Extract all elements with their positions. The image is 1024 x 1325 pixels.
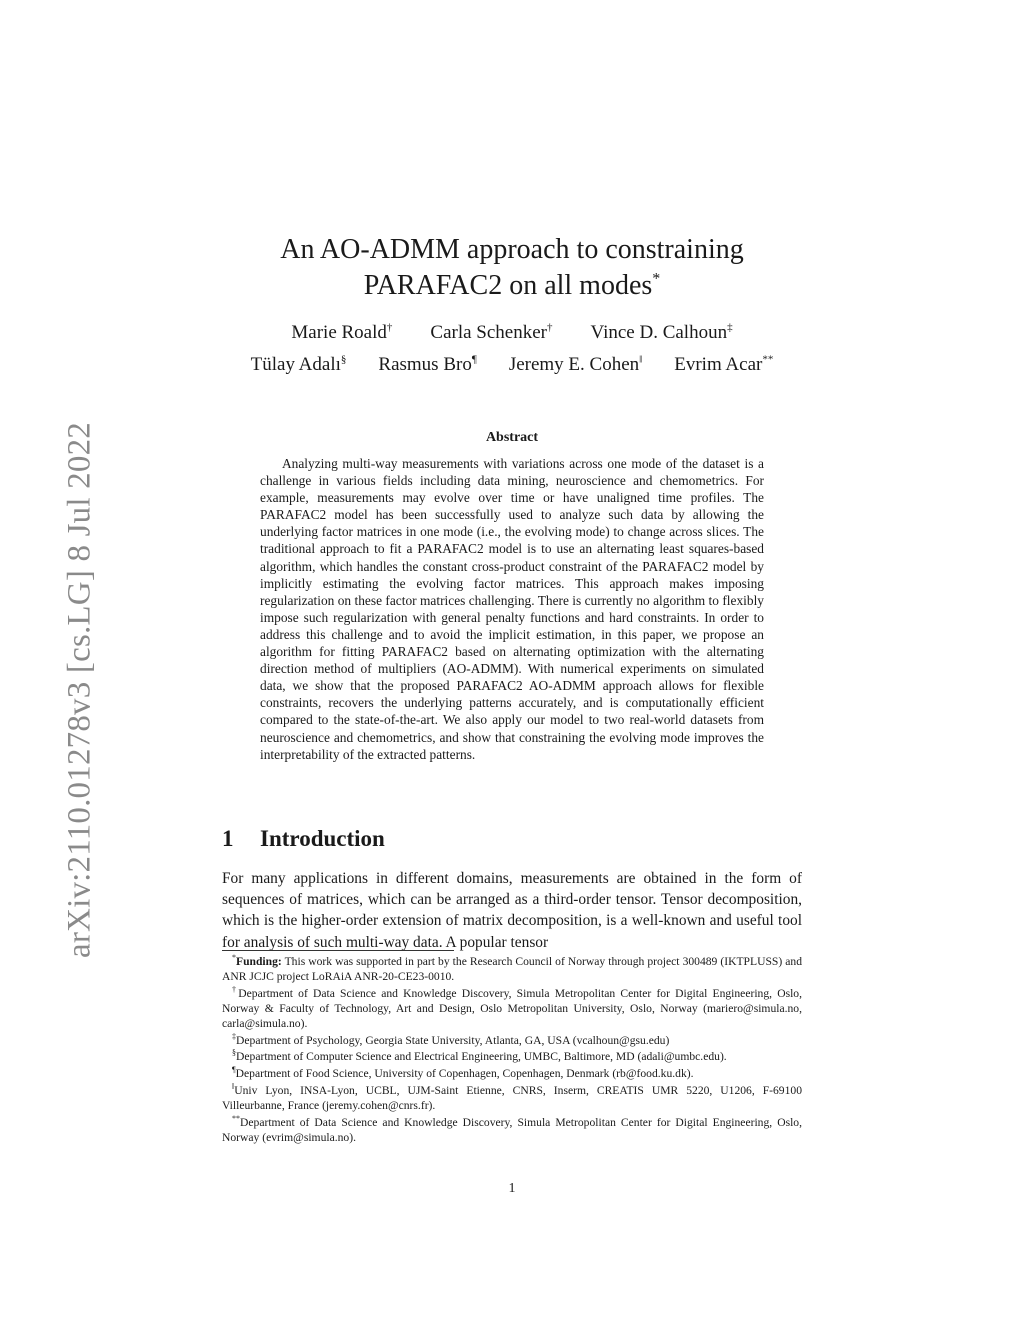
section-title: Introduction [260, 826, 385, 851]
footnotes [222, 955, 802, 1148]
footnote-text: Department of Data Science and Knowledge Discovery, Simula Metropolitan Center for Digital Engineering, Oslo, Norway (evrim@simula.no). [222, 1116, 802, 1144]
author-name: Carla Schenker [430, 322, 547, 343]
author-mark: ‖ [639, 353, 643, 366]
author [591, 322, 733, 344]
introduction-text: For many applications in different domains, measurements are obtained in the form of sequences of matrices, which can be arranged as a third-order tensor. Tensor decomposition, which is the higher-order extension of matrix decomposition, is a well-known and useful tool for analysis of such multi-way data. A popular tensor [222, 870, 802, 951]
paper-title [0, 232, 1024, 304]
author-mark: ** [762, 353, 774, 366]
footnote-text: Department of Data Science and Knowledge Discovery, Simula Metropolitan Center for Digital Engineering, Oslo, Norway & Faculty of Technology, Art and Design, Oslo Metropolitan University, Oslo, Norway (mariero@simula.no, carla@simula.no). [222, 986, 803, 1030]
author-name: Rasmus Bro [378, 354, 472, 375]
footnote-text: Univ Lyon, INSA-Lyon, UCBL, UJM-Saint Etienne, CNRS, Inserm, CREATIS UMR 5220, U1206, F-69100 Villeurbanne, France (jeremy.cohen@cnrs.fr). [222, 1084, 802, 1113]
title-line-2 [0, 268, 1024, 304]
author [378, 354, 476, 376]
author-name: Vince D. Calhoun [590, 322, 728, 343]
footnote-bold-label: Funding: [236, 955, 282, 968]
author-row-1 [0, 322, 1024, 344]
footnote [222, 955, 802, 985]
footnote-mark: * [232, 953, 236, 963]
footnote [222, 1116, 802, 1146]
author-mark: § [340, 353, 347, 366]
author [251, 354, 347, 376]
abstract-text: Analyzing multi-way measurements with variations across one mode of the dataset is a challenge in various fields including data mining, neuroscience and chemometrics. For example, measurements may evolve over time or have unaligned time profiles. The PARAFAC2 model has been successfully used to analyze such data by allowing the underlying factor matrices in one mode (i.e., the evolving mode) to change across slices. The traditional approach to fit a PARAFAC2 model is to use an alternating least squares-based algorithm, which handles the constant cross-product constraint of the PARAFAC2 model by implicitly estimating the evolving factor matrices. This approach makes imposing regularization on these factor matrices challenging. There is currently no algorithm to flexibly impose such regularization with general penalty functions and hard constraints. In order to address this challenge and to avoid the implicit estimation, in this paper, we propose an algorithm for fitting PARAFAC2 based on alternating optimization with the alternating direction method of multipliers (AO-ADMM). With numerical experiments on simulated data, we show that the proposed PARAFAC2 AO-ADMM approach allows for flexible constraints, recovers the underlying patterns accurately, and is computationally efficient compared to the state-of-the-art. We also apply our model to two real-world datasets from neuroscience and chemometrics, and show that constraining the evolving mode improves the interpretability of the extracted patterns. [260, 456, 764, 762]
author [509, 354, 642, 376]
title-footnote-mark: * [652, 270, 661, 288]
footnote-text: Department of Computer Science and Electrical Engineering, UMBC, Baltimore, MD (adali@umbc.edu). [236, 1050, 727, 1064]
abstract-heading: Abstract [485, 430, 539, 445]
author-mark: † [547, 321, 553, 334]
page-number: 1 [508, 1181, 516, 1196]
author-name: Tülay Adalı [250, 354, 341, 375]
footnote [222, 1050, 802, 1065]
author-name: Jeremy E. Cohen [508, 354, 640, 375]
author [674, 354, 773, 376]
footnote [222, 1067, 802, 1082]
author-name: Evrim Acar [674, 354, 763, 375]
footnote [222, 1031, 802, 1049]
footnote [222, 984, 803, 1032]
footnote-text: Department of Psychology, Georgia State University, Atlanta, GA, USA (vcalhoun@gsu.edu) [236, 1033, 670, 1047]
footnote-mark: ‡ [232, 1031, 236, 1041]
author-mark: ¶ [471, 353, 477, 366]
author-mark: ‡ [727, 321, 733, 334]
footnote-text: This work was supported in part by the Research Council of Norway through project 300489 (IKTPLUSS) and ANR JCJC project LoRAiA ANR-20-CE23-0010. [222, 955, 802, 983]
author [291, 322, 392, 344]
footnote-mark: ‖ [232, 1082, 235, 1092]
section-heading-introduction [222, 826, 385, 852]
title-line-1: An AO-ADMM approach to constraining [280, 234, 744, 265]
author-mark: † [386, 321, 393, 334]
footnote [222, 1084, 802, 1114]
author [430, 322, 552, 344]
author-row-2 [0, 354, 1024, 376]
arxiv-identifier-stamp: arXiv:2110.01278v3 [cs.LG] 8 Jul 2022 [61, 422, 98, 958]
section-number: 1 [222, 826, 234, 851]
footnote-divider [222, 950, 454, 951]
title-line-2-text: PARAFAC2 on all modes [363, 270, 653, 301]
author-name: Marie Roald [291, 322, 387, 343]
footnote-mark: ** [232, 1114, 240, 1124]
footnote-mark: ¶ [232, 1065, 236, 1075]
footnote-mark: † [232, 984, 239, 994]
footnote-mark: § [232, 1048, 236, 1058]
footnote-text: Department of Food Science, University of Copenhagen, Copenhagen, Denmark (rb@food.ku.dk). [235, 1067, 694, 1081]
